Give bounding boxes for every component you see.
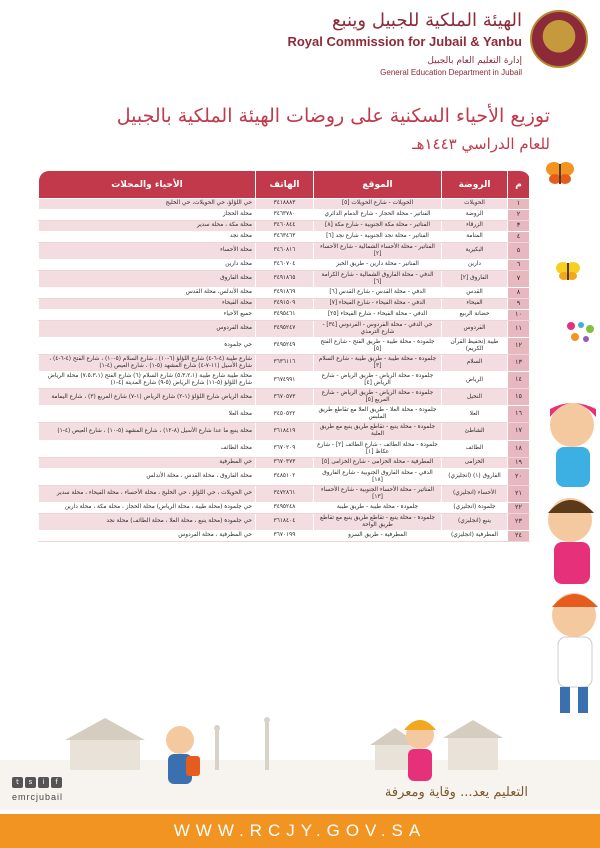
districts-cell: محلة الفاروق xyxy=(39,270,256,287)
phone-cell: ٣٦٧٤٩٩١ xyxy=(256,372,314,389)
instagram-icon[interactable]: i xyxy=(38,777,49,788)
kindergarten-name: الطائف xyxy=(442,440,508,457)
phone-cell: ٣٤٥٠٥٢٢ xyxy=(256,406,314,423)
location-cell: جلمودة - محلة الرياض - طريق الرياض - شارع المربع [٥] xyxy=(314,389,442,406)
location-cell: حي الدفي - محلة الفردوس - الفردوس [٣٤] - شارع الترمذي xyxy=(314,320,442,337)
org-name-en: Royal Commission for Jubail & Yanbu xyxy=(287,34,522,49)
districts-cell: جميع الأحياء xyxy=(39,309,256,320)
kindergarten-table xyxy=(38,170,530,542)
districts-cell: محلة الفردوس xyxy=(39,320,256,337)
location-cell: الفناتير - محلة نجد الجنوبية - شارع نجد [٦] xyxy=(314,231,442,242)
phone-cell: ٣٤٩٥٢٤٩ xyxy=(256,337,314,354)
location-cell: الفناتير - محلة الحجاز - شارع الدمام الدائري xyxy=(314,209,442,220)
row-number: ٧ xyxy=(508,270,530,287)
row-number: ٥ xyxy=(508,242,530,259)
districts-cell: حي المطرفية xyxy=(39,457,256,468)
table-row xyxy=(39,457,530,468)
table-row xyxy=(39,423,530,440)
royal-commission-logo xyxy=(530,10,588,68)
dept-name-ar: إدارة التعليم العام بالجبيل xyxy=(427,56,522,66)
table-row xyxy=(39,259,530,270)
kindergarten-name: السلام xyxy=(442,354,508,371)
table-row xyxy=(39,406,530,423)
kindergarten-name: دارين xyxy=(442,259,508,270)
phone-cell: ٣٤٩١٥٠٩ xyxy=(256,298,314,309)
row-number: ١ xyxy=(508,199,530,210)
kindergarten-name: الرياض xyxy=(442,372,508,389)
districts-cell: محلة الفيحاء xyxy=(39,298,256,309)
table-row xyxy=(39,502,530,513)
table-row xyxy=(39,320,530,337)
dept-name-en: General Education Department in Jubail xyxy=(380,68,522,77)
orange-butterfly-icon xyxy=(545,160,575,186)
phone-cell: ٣٤٧٢٨٦١ xyxy=(256,485,314,502)
table-row xyxy=(39,199,530,210)
districts-cell: حي الحويلات ، حي اللؤلؤ ، حي الخليج ، محلة الأحساء ، محلة الفيحاء ، محلة سدير xyxy=(39,485,256,502)
kindergarten-name: حضانة الربيع xyxy=(442,309,508,320)
row-number: ٢٠ xyxy=(508,468,530,485)
kindergarten-name: الفردوس xyxy=(442,320,508,337)
table-row xyxy=(39,270,530,287)
table-row xyxy=(39,231,530,242)
table-row xyxy=(39,209,530,220)
kindergarten-name: ينبع (انجليزي) xyxy=(442,513,508,530)
row-number: ٢١ xyxy=(508,485,530,502)
kindergarten-name: الحويلات xyxy=(442,199,508,210)
social-handle: emrcjubail xyxy=(12,792,64,802)
row-number: ١٤ xyxy=(508,372,530,389)
header-location: الموقع xyxy=(314,171,442,199)
row-number: ٢٣ xyxy=(508,513,530,530)
row-number: ٦ xyxy=(508,259,530,270)
table-row xyxy=(39,309,530,320)
slogan-calligraphy: التعليم يعد... وقاية ومعرفة xyxy=(384,785,528,800)
kindergarten-name: النخيل xyxy=(442,389,508,406)
kindergarten-name: الزرقاء xyxy=(442,220,508,231)
row-number: ١٨ xyxy=(508,440,530,457)
phone-cell: ٣٦٣٦١١٦ xyxy=(256,354,314,371)
org-name-ar: الهيئة الملكية للجبيل وينبع xyxy=(331,10,522,31)
row-number: ٣ xyxy=(508,220,530,231)
row-number: ١٧ xyxy=(508,423,530,440)
kindergarten-name: القدس xyxy=(442,287,508,298)
social-icons xyxy=(12,777,62,788)
table-row xyxy=(39,354,530,371)
phone-cell: ٣٤٦٠٨١٦ xyxy=(256,242,314,259)
header-phone: الهاتف xyxy=(256,171,314,199)
phone-cell: ٣٤٦٣٤٦٣ xyxy=(256,231,314,242)
table-row xyxy=(39,298,530,309)
table-row xyxy=(39,220,530,231)
row-number: ١٠ xyxy=(508,309,530,320)
phone-cell: ٣٤٩٥٤٦١ xyxy=(256,309,314,320)
phone-cell: ٣٤٩٥٢٤٨ xyxy=(256,502,314,513)
table-row xyxy=(39,389,530,406)
phone-cell: ٣٦١٨٤٠٤ xyxy=(256,513,314,530)
districts-cell: حي جلمودة (محلة طيبة ، محلة الرياض) محلة الحجاز ، محلة مكة ، محلة دارين xyxy=(39,502,256,513)
districts-cell: محلة الأحساء xyxy=(39,242,256,259)
districts-cell: محلة الفاروق ، محلة القدس ، محلة الأندلس xyxy=(39,468,256,485)
snapchat-icon[interactable]: s xyxy=(25,777,36,788)
kindergarten-name: الشاطئ xyxy=(442,423,508,440)
kindergarten-name: الفيحاء xyxy=(442,298,508,309)
location-cell: جلمودة - محلة ينبع - تقاطع طريق ينبع مع تقاطع طريق الواحة xyxy=(314,513,442,530)
districts-cell: محلة الأندلس، محلة القدس xyxy=(39,287,256,298)
table-row xyxy=(39,468,530,485)
row-number: ٢٤ xyxy=(508,530,530,541)
header-kindergarten: الروضة xyxy=(442,171,508,199)
twitter-icon[interactable]: t xyxy=(12,777,23,788)
header-num: م xyxy=(508,171,530,199)
table-row xyxy=(39,287,530,298)
phone-cell: ٣٤١٨٨٨٣ xyxy=(256,199,314,210)
location-cell: الفناتير - محلة الأحساء الشمالية - شارع الأحساء [٢] xyxy=(314,242,442,259)
districts-cell: محلة طيبة شارع طيبة (٥،٣،٢،١) شارع السلام (٦) شارع الفتح (٧،٥،٣،١) محلة الرياض شارع اللؤلؤ (٥-١١) شارع الرياض (٥-٩) شارع المدينة (٤-١) xyxy=(39,372,256,389)
kindergarten-name: الفاروق (١) (انجليزي) xyxy=(442,468,508,485)
table-row xyxy=(39,513,530,530)
row-number: ١٢ xyxy=(508,337,530,354)
row-number: ١٦ xyxy=(508,406,530,423)
phone-cell: ٣٦٧٠٥٧٣ xyxy=(256,389,314,406)
districts-cell: محلة العلا xyxy=(39,406,256,423)
location-cell: جلمودة - محلة طيبة - طريق طيبة - شارع السلام [٣] xyxy=(314,354,442,371)
children-illustration xyxy=(520,395,600,715)
location-cell: الدفي - محلة القدس - شارع القدس [٦] xyxy=(314,287,442,298)
location-cell: جلمودة - محلة طيبة - طريق الفتح - شارع الفتح [٥] xyxy=(314,337,442,354)
phone-cell: ٣٤٩٥٢٤٧ xyxy=(256,320,314,337)
districts-cell: حي جلمودة (محلة ينبع ، محلة العلا ، محلة الطائف) محلة نجد xyxy=(39,513,256,530)
page-title: توزيع الأحياء السكنية على روضات الهيئة الملكية بالجبيل xyxy=(116,105,550,127)
location-cell: الفناتير - محلة دارين - طريق الخبر xyxy=(314,259,442,270)
row-number: ١٩ xyxy=(508,457,530,468)
districts-cell: محلة الطائف xyxy=(39,440,256,457)
location-cell: جلمودة - محلة ينبع - تقاطع طريق ينبع مع طريق العلبة xyxy=(314,423,442,440)
location-cell: الدفي - محلة الفيحاء - شارع الفيحاء [٢٥] xyxy=(314,309,442,320)
table-body xyxy=(39,199,530,542)
districts-cell: محلة دارين xyxy=(39,259,256,270)
kindergarten-name: الأحساء (انجليزي) xyxy=(442,485,508,502)
phone-cell: ٣٤٨٥١٠٢ xyxy=(256,468,314,485)
phone-cell: ٣٤٩١٨٦٩ xyxy=(256,287,314,298)
footer-bar xyxy=(0,814,600,848)
row-number: ٩ xyxy=(508,298,530,309)
page-subtitle: للعام الدراسي ١٤٤٣هـ xyxy=(412,135,550,153)
facebook-icon[interactable]: f xyxy=(51,777,62,788)
phone-cell: ٣٦٧٠١٩٩ xyxy=(256,530,314,541)
districts-cell: حي اللؤلؤ، حي الحويلات، حي الخليج xyxy=(39,199,256,210)
location-cell: المطرفية - طريق السرو xyxy=(314,530,442,541)
districts-cell: محلة ينبع ما عدا شارع الأسيل (٨-١٢) ، شارع المشهد (٥-١٠) ، شارع العيص (٤-١) xyxy=(39,423,256,440)
row-number: ٢٢ xyxy=(508,502,530,513)
location-cell: الفناتير - محلة الأحساء الجنوبية - شارع الأحساء [١٣] xyxy=(314,485,442,502)
location-cell: جلمودة - محلة الطائف - شارع الطائف [٢] - شارع عكاظ [١] xyxy=(314,440,442,457)
districts-cell: محلة الرياض شارع اللؤلؤ (١-٢) شارع الرياض (١-٧) شارع المربع (٣) ، شارع اليمامة xyxy=(39,389,256,406)
districts-cell: شارع طيبة (٤-٦-٤) شارع اللؤلؤ (٦-١٠) ، شارع السلام (٥-١٠) ، شارع الفتح (٤-٦-٤) ، شارع الأسيل (١١-٧-٤) شارع المشهد (٥-١) ، شارع العيص (٤-١) xyxy=(39,354,256,371)
kindergarten-name: جلمودة (انجليزي) xyxy=(442,502,508,513)
kindergarten-name: الروضة xyxy=(442,209,508,220)
row-number: ٤ xyxy=(508,231,530,242)
location-cell: الفناتير - محلة مكة الجنوبية - شارع مكة [٨] xyxy=(314,220,442,231)
location-cell: جلمودة - محلة الرياض - طريق الرياض - شارع الرياض [٤] xyxy=(314,372,442,389)
phone-cell: ٣٤٦٠٨٤٤ xyxy=(256,220,314,231)
location-cell: الدفي - محلة الفيحاء - شارع الفيحاء [٧] xyxy=(314,298,442,309)
phone-cell: ٣٦١٨٤١٩ xyxy=(256,423,314,440)
row-number: ١٣ xyxy=(508,354,530,371)
kindergarten-name: الفاروق [٢] xyxy=(442,270,508,287)
website-url[interactable]: WWW.RCJY.GOV.SA xyxy=(173,821,427,840)
phone-cell: ٣٦٧٠٣٧٣ xyxy=(256,457,314,468)
table-row xyxy=(39,242,530,259)
row-number: ٨ xyxy=(508,287,530,298)
table-row xyxy=(39,440,530,457)
table-row xyxy=(39,530,530,541)
colored-dots-decoration xyxy=(565,320,595,344)
row-number: ١٥ xyxy=(508,389,530,406)
row-number: ١١ xyxy=(508,320,530,337)
location-cell: جلمودة - محلة طيبة - طريق طيبة xyxy=(314,502,442,513)
kindergarten-name: الخزامى xyxy=(442,457,508,468)
table-header-row xyxy=(39,171,530,199)
kindergarten-name: العلا xyxy=(442,406,508,423)
districts-cell: حي المطرفية ، محلة الفردوس xyxy=(39,530,256,541)
phone-cell: ٣٤٦٣٧٨٠ xyxy=(256,209,314,220)
table-row xyxy=(39,337,530,354)
location-cell: الدفي - محلة الفاروق الشمالية - شارع الكرامة [٦] xyxy=(314,270,442,287)
row-number: ٢ xyxy=(508,209,530,220)
districts-cell: محلة مكة ، محلة سدير xyxy=(39,220,256,231)
kindergarten-name: طيبة (تحفيظ القرآن الكريم) xyxy=(442,337,508,354)
districts-cell: محلة الحجاز xyxy=(39,209,256,220)
table-row xyxy=(39,485,530,502)
phone-cell: ٣٦٧٠٢٠٩ xyxy=(256,440,314,457)
kindergarten-name: المطرفية (انجليزي) xyxy=(442,530,508,541)
table-row xyxy=(39,372,530,389)
kindergarten-name: البكيرية xyxy=(442,242,508,259)
header-districts: الأحياء والمحلات xyxy=(39,171,256,199)
location-cell: المطرفية - محلة الخزامى - شارع الخزامى [٥] xyxy=(314,457,442,468)
phone-cell: ٣٤٦٠٧٠٤ xyxy=(256,259,314,270)
location-cell: الدفي - محلة الفاروق الجنوبية - شارع الفاروق [١٨] xyxy=(314,468,442,485)
header xyxy=(0,0,600,88)
yellow-butterfly-icon xyxy=(555,260,581,282)
location-cell: الحويلات - شارع الحويلات [٥] xyxy=(314,199,442,210)
kindergarten-name: المنامة xyxy=(442,231,508,242)
districts-cell: حي جلمودة xyxy=(39,337,256,354)
phone-cell: ٣٤٩١٨٦٥ xyxy=(256,270,314,287)
location-cell: جلمودة - محلة العلا - طريق العلا مع تقاطع طريق الملبس xyxy=(314,406,442,423)
districts-cell: محلة نجد xyxy=(39,231,256,242)
